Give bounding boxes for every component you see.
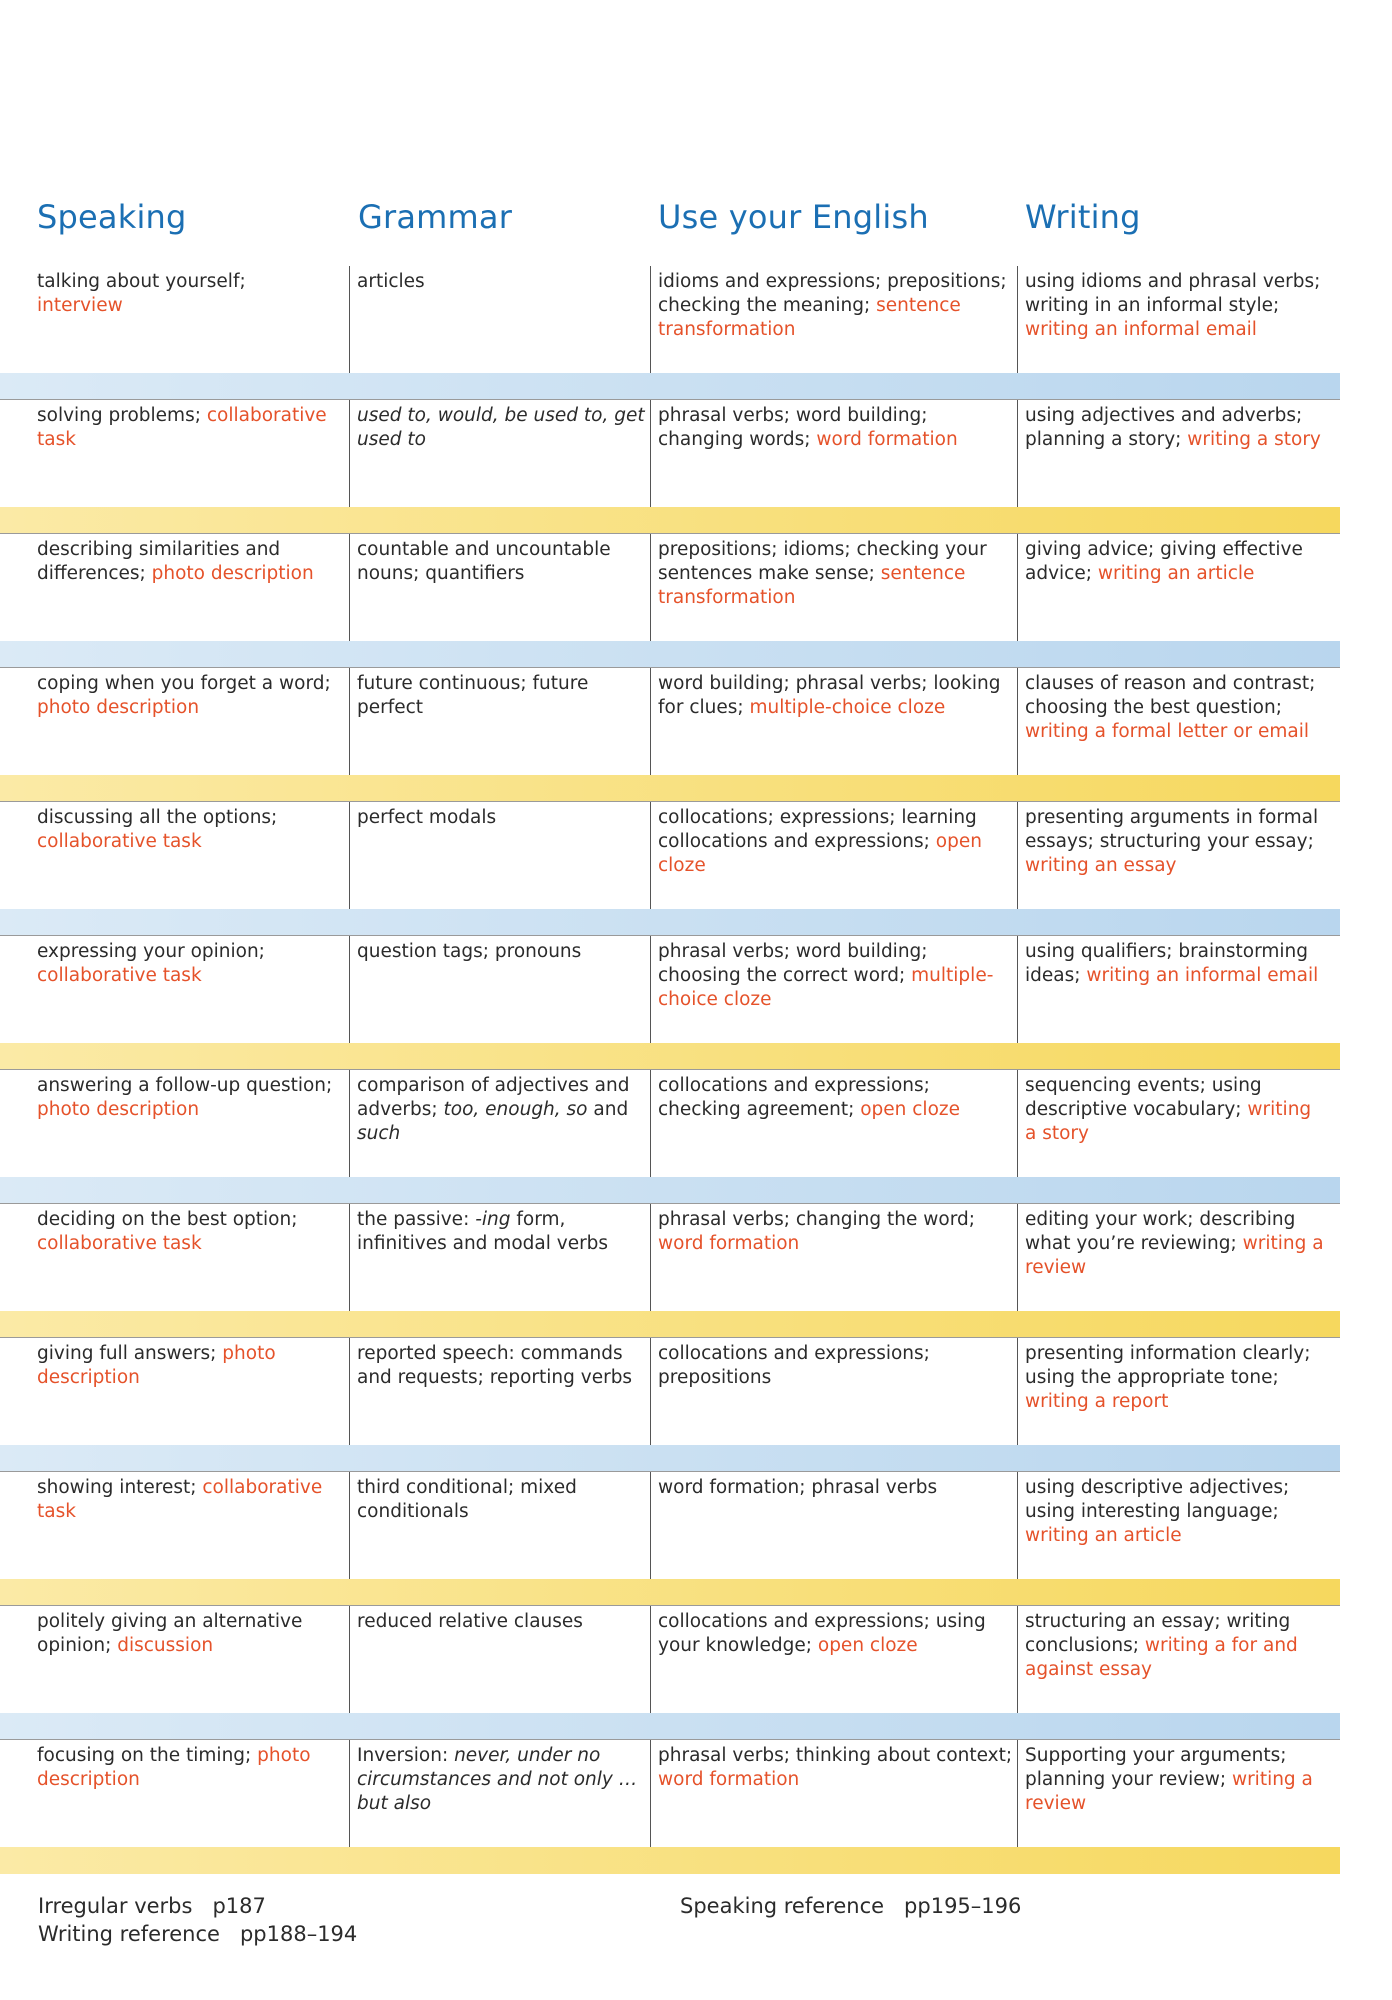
topic-text: phrasal verbs; word building; choosing the correct word; [658,941,928,986]
topic-text: prepositions; idioms; checking your sentences make sense; [658,539,987,584]
cell-speaking [37,672,337,720]
task-type-label: writing a report [1025,1391,1169,1412]
cell-speaking [37,1074,337,1122]
topic-text: discussing all the options; [37,807,278,828]
cell-speaking [37,1208,337,1256]
topic-text: Supporting your arguments; planning your review; [1025,1745,1287,1790]
task-type-label: writing a story [1025,1099,1312,1144]
column-divider [349,1070,350,1177]
column-divider [650,1338,651,1445]
column-divider [1017,400,1018,507]
column-divider [650,1070,651,1177]
cell-grammar [357,672,647,720]
band-blue [0,1713,1340,1740]
task-type-label: writing a review [1025,1769,1313,1814]
cell-writing [1025,1074,1325,1146]
topic-text: perfect modals [357,807,497,828]
task-type-label: word formation [658,1233,800,1254]
speaking-reference-label: Speaking reference [680,1894,885,1918]
topic-text: such [357,1123,401,1144]
column-divider [1017,1070,1018,1177]
task-type-label: photo description [37,1745,311,1790]
topic-text: talking about yourself; [37,271,246,292]
cell-writing [1025,1610,1325,1682]
footer-speaking-reference [680,1894,1021,1918]
topic-text: word building; phrasal verbs; looking for clues; [658,673,1001,718]
cell-english [658,1610,1013,1658]
cell-grammar [357,940,647,964]
header-writing: Writing [1025,198,1141,236]
task-type-label: writing a review [1025,1233,1324,1278]
band-blue [0,641,1340,668]
task-type-label: writing an informal email [1025,319,1257,340]
topic-text: phrasal verbs; changing the word; [658,1209,975,1230]
column-divider [1017,936,1018,1043]
topic-text: articles [357,271,425,292]
row-divider [0,1337,1340,1338]
cell-grammar [357,806,647,830]
topic-text: politely giving an alternative opinion; [37,1611,303,1656]
band-yellow [0,1311,1340,1338]
band-yellow [0,1847,1340,1874]
cell-speaking [37,404,337,452]
speaking-reference-pages: pp195–196 [904,1894,1022,1918]
task-type-label: open cloze [817,1635,918,1656]
topic-text: answering a follow-up question; [37,1075,333,1096]
band-blue [0,1177,1340,1204]
task-type-label: writing a story [1187,429,1321,450]
cell-writing [1025,1342,1325,1414]
column-divider [349,266,350,373]
topic-text: -ing [475,1209,511,1230]
column-divider [349,1338,350,1445]
cell-english [658,1208,1013,1256]
column-divider [650,1204,651,1311]
topic-text: future continuous; future perfect [357,673,589,718]
task-type-label: collaborative task [37,405,327,450]
topic-text: too, enough, so [443,1099,588,1120]
cell-writing [1025,270,1325,342]
topic-text: using idioms and phrasal verbs; writing in an informal style; [1025,271,1321,316]
topic-text: sequencing events; using descriptive vocabulary; [1025,1075,1262,1120]
task-type-label: writing a for and against essay [1025,1635,1298,1680]
topic-text: expressing your opinion; [37,941,265,962]
cell-grammar [357,404,647,452]
row-divider [0,801,1340,802]
topic-text: showing interest; [37,1477,203,1498]
task-type-label: writing an article [1025,1525,1182,1546]
column-divider [1017,1338,1018,1445]
cell-speaking [37,940,337,988]
topic-text: collocations; expressions; learning collocations and expressions; [658,807,977,852]
column-divider [349,400,350,507]
task-type-label: multiple-choice cloze [658,965,994,1010]
cell-writing [1025,672,1325,744]
task-type-label: multiple-choice cloze [749,697,946,718]
cell-grammar [357,1744,647,1816]
cell-writing [1025,404,1325,452]
cell-grammar [357,270,647,294]
footer-irregular-verbs [38,1894,266,1918]
task-type-label: sentence transformation [658,295,961,340]
task-type-label: collaborative task [37,965,202,986]
topic-text: using descriptive adjectives; using interesting language; [1025,1477,1290,1522]
cell-english [658,1074,1013,1122]
task-type-label: open cloze [860,1099,960,1120]
task-type-label: sentence transformation [658,563,966,608]
topic-text: deciding on the best option; [37,1209,298,1230]
cell-english [658,1476,1013,1500]
cell-english [658,940,1013,1012]
cell-speaking [37,1476,337,1524]
task-type-label: writing an informal email [1086,965,1319,986]
topic-text: question tags; pronouns [357,941,582,962]
writing-reference-label: Writing reference [38,1922,220,1946]
topic-text: the passive: [357,1209,476,1230]
task-type-label: word formation [658,1769,800,1790]
cell-speaking [37,1342,337,1390]
task-type-label: photo description [151,563,314,584]
cell-speaking [37,270,337,318]
task-type-label: open cloze [658,831,982,876]
row-divider [0,533,1340,534]
writing-reference-pages: pp188–194 [239,1922,358,1946]
column-divider [650,266,651,373]
topic-text: collocations and expressions; prepositions [658,1343,930,1388]
cell-english [658,806,1013,878]
column-divider [650,534,651,641]
topic-text: collocations and expressions; using your knowledge; [658,1611,986,1656]
task-type-label: collaborative task [37,831,202,852]
row-divider [0,399,1340,400]
column-divider [1017,668,1018,775]
cell-writing [1025,806,1325,878]
band-yellow [0,775,1340,802]
band-blue [0,373,1340,400]
task-type-label: writing an article [1097,563,1255,584]
task-type-label: photo description [37,1343,276,1388]
topic-text: structuring an essay; writing conclusions; [1025,1611,1291,1656]
cell-english [658,270,1013,342]
column-divider [349,1472,350,1579]
cell-grammar [357,1610,647,1634]
column-divider [1017,802,1018,909]
topic-text: never, under no circumstances and not only … but also [357,1745,638,1814]
footer-writing-reference [38,1922,357,1946]
column-divider [650,1606,651,1713]
column-divider [1017,534,1018,641]
topic-text: coping when you forget a word; [37,673,331,694]
topic-text: used to, would, be used to, get used to [357,405,645,450]
band-yellow [0,1043,1340,1070]
column-divider [1017,1606,1018,1713]
topic-text: presenting arguments in formal essays; structuring your essay; [1025,807,1319,852]
cell-english [658,1744,1013,1792]
cell-writing [1025,940,1325,988]
column-divider [650,936,651,1043]
topic-text: form, infinitives and modal verbs [357,1209,609,1254]
row-divider [0,1471,1340,1472]
cell-writing [1025,1744,1325,1816]
row-divider [0,1605,1340,1606]
topic-text: editing your work; describing what you’re reviewing; [1025,1209,1296,1254]
cell-english [658,538,1013,610]
column-divider [349,802,350,909]
task-type-label: interview [37,295,123,316]
column-divider [349,534,350,641]
band-yellow [0,507,1340,534]
topic-text: focusing on the timing; [37,1745,258,1766]
cell-speaking [37,1744,337,1792]
column-divider [1017,1740,1018,1847]
column-divider [349,1606,350,1713]
header-grammar: Grammar [358,198,513,236]
task-type-label: photo description [37,1099,200,1120]
cell-grammar [357,1476,647,1524]
column-divider [650,400,651,507]
header-use-your-english: Use your English [658,198,929,236]
cell-writing [1025,538,1325,586]
task-type-label: photo description [37,697,200,718]
topic-text: using qualifiers; brainstorming ideas; [1025,941,1309,986]
topic-text: idioms and expressions; prepositions; checking the meaning; [658,271,1007,316]
row-divider [0,1069,1340,1070]
topic-text: presenting information clearly; using the appropriate tone; [1025,1343,1311,1388]
cell-grammar [357,1208,647,1256]
cell-grammar [357,538,647,586]
cell-grammar [357,1342,647,1390]
topic-text: phrasal verbs; thinking about context; [658,1745,1013,1766]
cell-english [658,672,1013,720]
cell-writing [1025,1208,1325,1280]
column-divider [650,1740,651,1847]
topic-text: giving advice; giving effective advice; [1025,539,1303,584]
topic-text: word formation; phrasal verbs [658,1477,938,1498]
band-blue [0,909,1340,936]
column-divider [650,1472,651,1579]
column-divider [349,668,350,775]
task-type-label: collaborative task [37,1233,202,1254]
topic-text: countable and uncountable nouns; quantifiers [357,539,611,584]
band-yellow [0,1579,1340,1606]
topic-text: solving problems; [37,405,207,426]
topic-text: collocations and expressions; checking agreement; [658,1075,930,1120]
column-divider [1017,1472,1018,1579]
topic-text: describing similarities and differences; [37,539,281,584]
row-divider [0,667,1340,668]
cell-grammar [357,1074,647,1146]
task-type-label: writing an essay [1025,855,1177,876]
column-divider [349,1204,350,1311]
task-type-label: writing a formal letter or email [1025,721,1310,742]
column-divider [349,1740,350,1847]
irregular-verbs-page: p187 [212,1894,266,1918]
header-speaking: Speaking [37,198,187,236]
band-blue [0,1445,1340,1472]
cell-speaking [37,538,337,586]
cell-speaking [37,1610,337,1658]
topic-text: comparison of adjectives and adverbs; [357,1075,630,1120]
cell-english [658,1342,1013,1390]
topic-text: Inversion: [357,1745,455,1766]
row-divider [0,935,1340,936]
task-type-label: word formation [816,429,958,450]
task-type-label: collaborative task [37,1477,323,1522]
topic-text: using adjectives and adverbs; planning a story; [1025,405,1303,450]
topic-text: phrasal verbs; word building; changing words; [658,405,928,450]
column-divider [1017,266,1018,373]
cell-english [658,404,1013,452]
column-divider [1017,1204,1018,1311]
topic-text: reduced relative clauses [357,1611,583,1632]
topic-text: clauses of reason and contrast; choosing the best question; [1025,673,1316,718]
topic-text: giving full answers; [37,1343,223,1364]
row-divider [0,1203,1340,1204]
column-divider [650,668,651,775]
task-type-label: discussion [117,1635,214,1656]
column-divider [650,802,651,909]
column-divider [349,936,350,1043]
topic-text: reported speech: commands and requests; reporting verbs [357,1343,633,1388]
cell-speaking [37,806,337,854]
cell-writing [1025,1476,1325,1548]
irregular-verbs-label: Irregular verbs [38,1894,193,1918]
topic-text: and [587,1099,629,1120]
topic-text: third conditional; mixed conditionals [357,1477,577,1522]
row-divider [0,1739,1340,1740]
